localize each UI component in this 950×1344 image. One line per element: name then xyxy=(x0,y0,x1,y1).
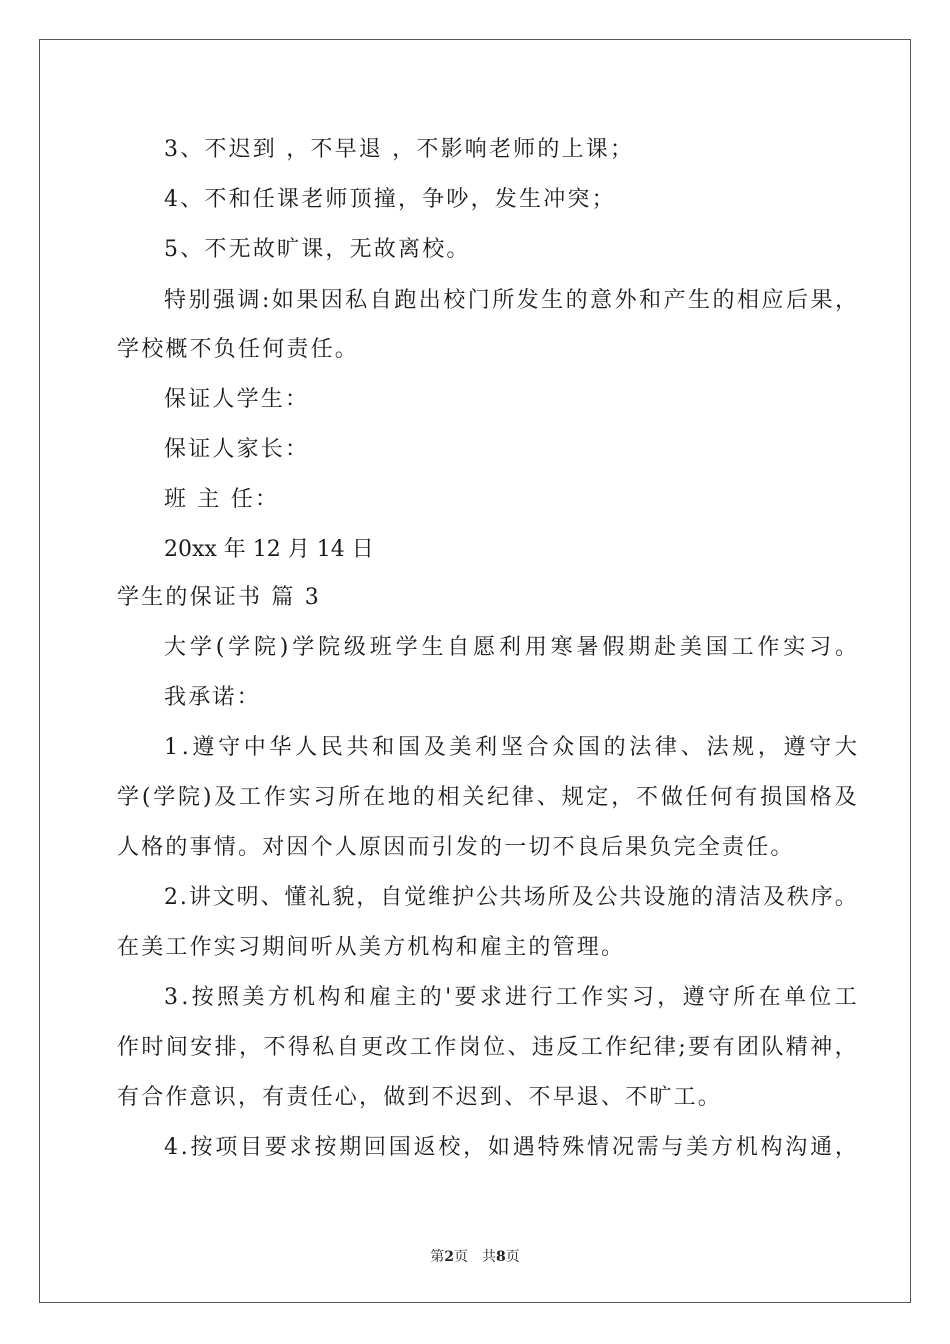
glyph: ) xyxy=(202,785,212,810)
glyph: 项 xyxy=(215,1135,238,1160)
glyph: 院 xyxy=(178,785,201,810)
glyph: 国 xyxy=(388,1135,411,1160)
glyph: 要 xyxy=(264,1135,287,1160)
glyph: 自 xyxy=(336,1035,359,1060)
glyph: 机 xyxy=(735,1135,758,1160)
glyph: 生 xyxy=(688,288,711,313)
glyph: 得 xyxy=(287,1035,310,1060)
glyph: 公 xyxy=(595,885,618,910)
glyph: 不 xyxy=(263,1035,286,1060)
glyph: . xyxy=(181,735,189,760)
glyph: 排 xyxy=(214,1035,237,1060)
glyph: 、 xyxy=(260,885,283,910)
glyph: 雇 xyxy=(369,985,392,1010)
glyph: 期 xyxy=(339,1135,362,1160)
glyph: 赴 xyxy=(654,635,677,660)
glyph: 美 xyxy=(679,635,702,660)
glyph: 假 xyxy=(602,635,625,660)
glyph: 规 xyxy=(561,785,584,810)
glyph: 的 xyxy=(603,735,626,760)
glyph: 3 xyxy=(164,985,178,1010)
glyph: ， xyxy=(611,785,634,810)
glyph: 在 xyxy=(363,785,386,810)
glyph: 相 xyxy=(437,785,460,810)
glyph: 法 xyxy=(629,735,652,760)
glyph: 法 xyxy=(706,735,729,760)
glyph: 校 xyxy=(438,1135,461,1160)
glyph: 所 xyxy=(338,785,361,810)
text-line: 4、不和任课老师顶撞，争吵，发生冲突； xyxy=(164,187,616,212)
glyph: 大 xyxy=(164,635,187,660)
glyph: 国 xyxy=(577,735,600,760)
glyph: 作 xyxy=(757,635,780,660)
glyph: 众 xyxy=(552,735,575,760)
glyph: 寒 xyxy=(550,635,573,660)
glyph: 貌 xyxy=(332,885,355,910)
text-line-justified xyxy=(164,1132,857,1164)
glyph: 施 xyxy=(667,885,690,910)
glyph: ， xyxy=(834,288,857,313)
glyph: 工 xyxy=(409,1035,432,1060)
glyph: 私 xyxy=(312,1035,335,1060)
glyph: 及 xyxy=(423,735,446,760)
text-line: 我承诺： xyxy=(164,685,261,710)
glyph: 跑 xyxy=(394,288,417,313)
glyph: 和 xyxy=(343,985,366,1010)
glyph: 的 xyxy=(412,785,435,810)
glyph: ， xyxy=(757,735,780,760)
glyph: 律 xyxy=(653,1035,676,1060)
glyph: 构 xyxy=(318,985,341,1010)
text-line: 5、不无故旷课，无故离校。 xyxy=(164,237,471,262)
text-line: 在美工作实习期间听从美方机构和雇主的管理。 xyxy=(117,935,626,960)
glyph: 要 xyxy=(454,985,477,1010)
glyph: 秩 xyxy=(786,885,809,910)
glyph: 况 xyxy=(611,1135,634,1160)
glyph: ， xyxy=(834,1035,857,1060)
glyph: 学 xyxy=(292,635,315,660)
glyph: 需 xyxy=(636,1135,659,1160)
signature-parent-label: 保证人家长： xyxy=(164,437,310,462)
footer-middle: 页 共 xyxy=(454,1249,496,1265)
glyph: 学 xyxy=(117,785,140,810)
glyph: 明 xyxy=(236,885,259,910)
glyph: 目 xyxy=(240,1135,263,1160)
glyph: 违 xyxy=(531,1035,554,1060)
glyph: 院 xyxy=(318,635,341,660)
glyph: 队 xyxy=(761,1035,784,1060)
glyph: 华 xyxy=(269,735,292,760)
glyph: 调 xyxy=(237,288,260,313)
glyph: 遵 xyxy=(192,735,215,760)
glyph: 维 xyxy=(428,885,451,910)
glyph: 岗 xyxy=(458,1035,481,1060)
glyph: 清 xyxy=(715,885,738,910)
glyph: 工 xyxy=(834,985,857,1010)
glyph: 有 xyxy=(735,785,758,810)
glyph: 何 xyxy=(710,785,733,810)
text-line-justified xyxy=(164,982,857,1014)
glyph: 工 xyxy=(239,785,262,810)
text-line-justified xyxy=(117,1032,857,1064)
glyph: 单 xyxy=(783,985,806,1010)
glyph: 生 xyxy=(421,635,444,660)
glyph: 实 xyxy=(606,985,629,1010)
glyph: 的 xyxy=(419,985,442,1010)
glyph: 外 xyxy=(614,288,637,313)
glyph: 作 xyxy=(117,1035,140,1060)
glyph: 门 xyxy=(467,288,490,313)
glyph: 美 xyxy=(242,985,265,1010)
glyph: 守 xyxy=(218,735,241,760)
glyph: 及 xyxy=(214,785,237,810)
glyph: 场 xyxy=(523,885,546,910)
glyph: 所 xyxy=(733,985,756,1010)
glyph: 习 xyxy=(313,785,336,810)
glyph: 定 xyxy=(586,785,609,810)
text-line: 有合作意识，有责任心，做到不迟到、不早退、不旷工。 xyxy=(117,1085,723,1110)
glyph: 主 xyxy=(394,985,417,1010)
glyph: 意 xyxy=(590,288,613,313)
glyph: 应 xyxy=(761,288,784,313)
glyph: 做 xyxy=(660,785,683,810)
glyph: 1 xyxy=(164,735,178,760)
glyph: ( xyxy=(215,635,225,660)
glyph: 特 xyxy=(537,1135,560,1160)
signature-teacher-label: 班 主 任： xyxy=(164,487,280,512)
glyph: 美 xyxy=(686,1135,709,1160)
glyph: 讲 xyxy=(188,885,211,910)
glyph: 求 xyxy=(479,985,502,1010)
glyph: ， xyxy=(657,985,680,1010)
glyph: 国 xyxy=(784,785,807,810)
glyph: 人 xyxy=(295,735,318,760)
glyph: 学 xyxy=(395,635,418,660)
glyph: 懂 xyxy=(284,885,307,910)
glyph: 民 xyxy=(320,735,343,760)
glyph: 实 xyxy=(783,635,806,660)
glyph: 作 xyxy=(605,1035,628,1060)
section-heading: 学生的保证书 篇 3 xyxy=(117,585,321,610)
glyph: 精 xyxy=(785,1035,808,1060)
glyph: ' xyxy=(445,985,452,1010)
glyph: 如 xyxy=(271,288,294,313)
glyph: . xyxy=(181,985,189,1010)
glyph: 。 xyxy=(834,885,857,910)
glyph: 在 xyxy=(758,985,781,1010)
glyph: 、 xyxy=(507,1035,530,1060)
glyph: ， xyxy=(239,1035,262,1060)
glyph: 安 xyxy=(190,1035,213,1060)
footer-prefix: 第 xyxy=(430,1249,445,1265)
glyph: 如 xyxy=(487,1135,510,1160)
glyph: 的 xyxy=(565,288,588,313)
glyph: 生 xyxy=(541,288,564,313)
glyph: 礼 xyxy=(308,885,331,910)
glyph: 的 xyxy=(712,288,735,313)
glyph: 构 xyxy=(760,1135,783,1160)
glyph: 要 xyxy=(688,1035,711,1060)
glyph: 美 xyxy=(449,735,472,760)
glyph: 返 xyxy=(413,1135,436,1160)
glyph: 情 xyxy=(587,1135,610,1160)
glyph: 作 xyxy=(581,985,604,1010)
glyph: . xyxy=(179,885,187,910)
date-line: 20xx 年 12 月 14 日 xyxy=(164,537,374,562)
text-line-justified xyxy=(164,882,857,914)
glyph: 私 xyxy=(345,288,368,313)
glyph: 通 xyxy=(810,1135,833,1160)
glyph: 班 xyxy=(369,635,392,660)
glyph: 进 xyxy=(505,985,528,1010)
glyph: 照 xyxy=(217,985,240,1010)
glyph: 自 xyxy=(447,635,470,660)
glyph: 及 xyxy=(571,885,594,910)
glyph: 学 xyxy=(153,785,176,810)
glyph: 后 xyxy=(786,288,809,313)
glyph: ， xyxy=(463,1135,486,1160)
glyph: 神 xyxy=(810,1035,833,1060)
glyph: 守 xyxy=(809,735,832,760)
text-line-justified xyxy=(164,285,857,317)
glyph: 和 xyxy=(639,288,662,313)
glyph: 习 xyxy=(631,985,654,1010)
glyph: 纪 xyxy=(629,1035,652,1060)
glyph: 自 xyxy=(380,885,403,910)
glyph: 2 xyxy=(164,885,178,910)
glyph: 共 xyxy=(619,885,642,910)
glyph: 殊 xyxy=(562,1135,585,1160)
glyph: 改 xyxy=(385,1035,408,1060)
footer-page-number: 2 xyxy=(444,1249,454,1265)
glyph: 强 xyxy=(212,288,235,313)
glyph: 位 xyxy=(483,1035,506,1060)
glyph: 洁 xyxy=(739,885,762,910)
glyph: 校 xyxy=(443,288,466,313)
glyph: 和 xyxy=(372,735,395,760)
glyph: 求 xyxy=(289,1135,312,1160)
glyph: 合 xyxy=(526,735,549,760)
glyph: 共 xyxy=(499,885,522,910)
glyph: 出 xyxy=(418,288,441,313)
glyph: 4 xyxy=(164,1135,178,1160)
footer-suffix: 页 xyxy=(505,1249,520,1265)
glyph: 按 xyxy=(190,1135,213,1160)
glyph: 方 xyxy=(267,985,290,1010)
glyph: 格 xyxy=(809,785,832,810)
glyph: 共 xyxy=(346,735,369,760)
glyph: 习 xyxy=(809,635,832,660)
glyph: 设 xyxy=(643,885,666,910)
glyph: 国 xyxy=(705,635,728,660)
glyph: 律 xyxy=(655,735,678,760)
glyph: 工 xyxy=(555,985,578,1010)
glyph: 学 xyxy=(189,635,212,660)
glyph: 所 xyxy=(547,885,570,910)
glyph: 的 xyxy=(691,885,714,910)
glyph: 律 xyxy=(511,785,534,810)
glyph: ， xyxy=(356,885,379,910)
glyph: 。 xyxy=(834,635,857,660)
glyph: 按 xyxy=(191,985,214,1010)
glyph: 国 xyxy=(398,735,421,760)
glyph: 用 xyxy=(524,635,547,660)
glyph: 遵 xyxy=(682,985,705,1010)
glyph: 行 xyxy=(530,985,553,1010)
glyph: 果 xyxy=(296,288,319,313)
glyph: 工 xyxy=(731,635,754,660)
glyph: 大 xyxy=(834,735,857,760)
glyph: 损 xyxy=(760,785,783,810)
glyph: 回 xyxy=(364,1135,387,1160)
glyph: 院 xyxy=(253,635,276,660)
glyph: 文 xyxy=(212,885,235,910)
glyph: 守 xyxy=(707,985,730,1010)
glyph: 位 xyxy=(809,985,832,1010)
glyph: 作 xyxy=(263,785,286,810)
glyph: ) xyxy=(279,635,289,660)
glyph: 工 xyxy=(580,1035,603,1060)
glyph: 利 xyxy=(475,735,498,760)
glyph: 坚 xyxy=(500,735,523,760)
text-line: 学校概不负任何责任。 xyxy=(117,337,360,362)
glyph: 特 xyxy=(164,288,187,313)
glyph: 产 xyxy=(663,288,686,313)
glyph: 期 xyxy=(628,635,651,660)
glyph: 、 xyxy=(536,785,559,810)
glyph: 级 xyxy=(343,635,366,660)
glyph: 更 xyxy=(361,1035,384,1060)
glyph: 遵 xyxy=(783,735,806,760)
glyph: 、 xyxy=(680,735,703,760)
glyph: 相 xyxy=(737,288,760,313)
glyph: 按 xyxy=(314,1135,337,1160)
glyph: 及 xyxy=(834,785,857,810)
glyph: 与 xyxy=(661,1135,684,1160)
glyph: 地 xyxy=(387,785,410,810)
glyph: 有 xyxy=(712,1035,735,1060)
glyph: 机 xyxy=(293,985,316,1010)
page-footer xyxy=(0,1246,950,1266)
glyph: ; xyxy=(678,1035,686,1060)
glyph: ， xyxy=(834,1135,857,1160)
glyph: 反 xyxy=(556,1035,579,1060)
glyph: 遇 xyxy=(512,1135,535,1160)
signature-student-label: 保证人学生： xyxy=(164,387,310,412)
glyph: 中 xyxy=(243,735,266,760)
glyph: 纪 xyxy=(487,785,510,810)
glyph: 公 xyxy=(475,885,498,910)
glyph: 间 xyxy=(165,1035,188,1060)
glyph: . xyxy=(180,1135,188,1160)
text-line: 人格的事情。对因个人原因而引发的一切不良后果负完全责任。 xyxy=(117,835,795,860)
glyph: 序 xyxy=(810,885,833,910)
glyph: 时 xyxy=(141,1035,164,1060)
text-line-justified xyxy=(164,632,857,664)
glyph: 作 xyxy=(434,1035,457,1060)
glyph: 利 xyxy=(498,635,521,660)
glyph: 所 xyxy=(492,288,515,313)
glyph: 愿 xyxy=(473,635,496,660)
glyph: : xyxy=(261,288,270,313)
glyph: 不 xyxy=(636,785,659,810)
glyph: 实 xyxy=(288,785,311,810)
glyph: ( xyxy=(141,785,151,810)
text-line-justified xyxy=(117,782,857,814)
glyph: 学 xyxy=(228,635,251,660)
glyph: 规 xyxy=(732,735,755,760)
text-line-justified xyxy=(164,732,857,764)
glyph: 因 xyxy=(320,288,343,313)
footer-total-pages: 8 xyxy=(496,1249,506,1265)
glyph: 觉 xyxy=(404,885,427,910)
glyph: 暑 xyxy=(576,635,599,660)
glyph: 方 xyxy=(710,1135,733,1160)
glyph: 自 xyxy=(369,288,392,313)
glyph: 关 xyxy=(462,785,485,810)
text-line: 3、不迟到 ，不早退 ，不影响老师的上课； xyxy=(164,137,635,162)
glyph: 发 xyxy=(516,288,539,313)
glyph: 果 xyxy=(810,288,833,313)
glyph: 及 xyxy=(762,885,785,910)
glyph: 别 xyxy=(188,288,211,313)
glyph: 任 xyxy=(685,785,708,810)
glyph: 团 xyxy=(736,1035,759,1060)
glyph: 沟 xyxy=(785,1135,808,1160)
glyph: 护 xyxy=(451,885,474,910)
